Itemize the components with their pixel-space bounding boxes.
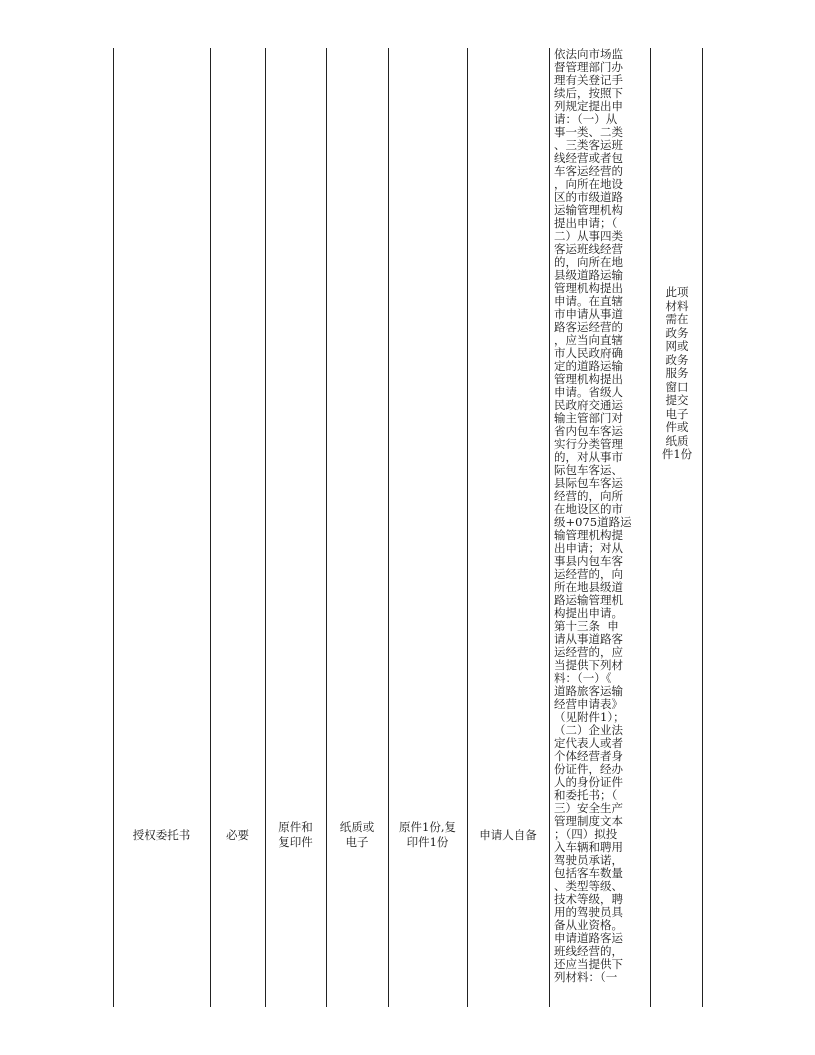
column-divider	[388, 48, 389, 1007]
source-cell: 申请人自备	[479, 828, 537, 842]
legal-basis-text: 依法向市场监 督管理部门办 理有关登记手 续后，按照下 列规定提出申 请：（一）从 事一类、二类 、三类客运班 线经营或者包 车客运经营的 ，向所在地设 区的市级道路 运输管理机构 提出申请；（ 二）从事四类 客运班线经营 的，向所在地 县级道路运输 管理机构提出 申请。在直辖 市申请从事道 路客运经营的 ，应当向直辖 市人民政府确 定的道路运输 管理机构提出 申请。省级人 民政府交通运 输主管部门对 省内包车客运 实行分类管理 的，对从事市 际包车客运、 县际包车客运 经营的，向所 在地设区的市 级+075道路运 输管理机构提 出申请；对从 事县内包车客 运经营的，向 所在地县级道 路运输管理机 构提出申请。 第十三条 申 请从事道路客 运经营的，应 当提供下列材 料：（一）《 道路旅客运输 经营申请表》 （见附件1）； （二）企业法 定代表人或者 个体经营者身 份证件，经办 人的身份证件 和委托书；（ 三）安全生产 管理制度文本 ；（四）拟投 入车辆和聘用 驾驶员承诺， 包括客车数量 、类型等级、 技术等级，聘 用的驾驶员具 备从业资格。 申请道路客运 班线经营的， 还应当提供下 列材料：（一	[554, 47, 632, 984]
table-border-left	[113, 48, 114, 1007]
required-cell: 必要	[226, 828, 249, 842]
column-divider	[326, 48, 327, 1007]
material-form-cell: 纸质或 电子	[339, 820, 375, 849]
column-divider	[265, 48, 266, 1007]
copies-cell: 原件1份,复 印件1份	[399, 820, 456, 849]
table-border-right	[702, 48, 703, 1007]
column-divider	[650, 48, 651, 1007]
column-divider	[210, 48, 211, 1007]
column-divider	[467, 48, 468, 1007]
column-divider	[549, 48, 550, 1007]
material-type-cell: 原件和 复印件	[278, 820, 313, 849]
remark-text: 此项 材料 需在 政务 网或 政务 服务 窗口 提交 电子 件或 纸质 件1份	[661, 285, 693, 461]
material-name-cell: 授权委托书	[132, 828, 191, 842]
